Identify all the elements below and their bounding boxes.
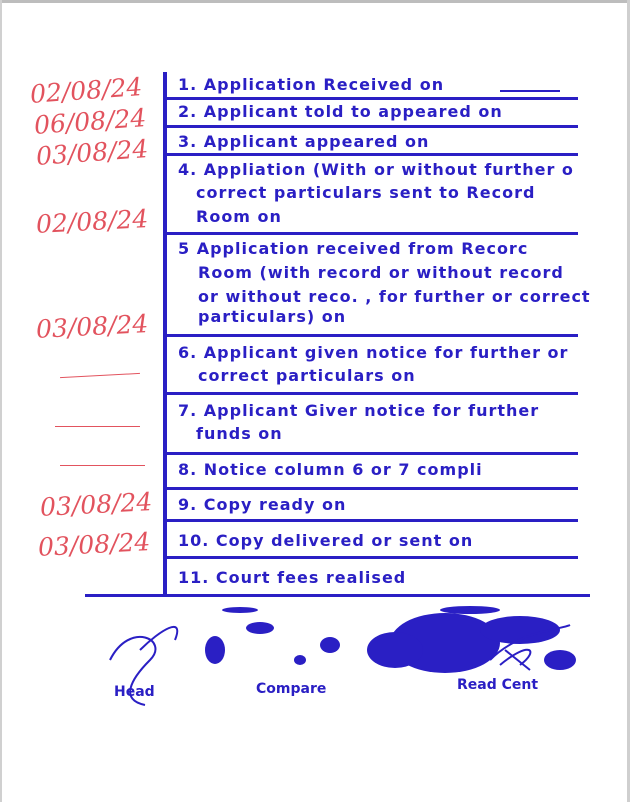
- handwritten-date: 06/08/24: [33, 103, 148, 140]
- item-sent-to-record-room-line2: correct particulars sent to Record: [196, 183, 536, 202]
- handwritten-date: 02/08/24: [29, 72, 144, 109]
- footer-label-compare: Compare: [256, 681, 327, 697]
- item-notice-particulars-line1: 6. Applicant given notice for further or: [178, 343, 569, 362]
- ink-blot: [205, 636, 225, 664]
- handwritten-date: 03/08/24: [37, 527, 151, 562]
- ink-blot: [544, 650, 576, 670]
- item-received-from-record-room-line1: 5 Application received from Recorc: [178, 239, 529, 258]
- item-sent-to-record-room-line1: 4. Appliation (With or without further o: [178, 160, 574, 179]
- item-application-received: 1. Application Received on: [178, 75, 445, 94]
- item-sent-to-record-room-line3: Room on: [196, 207, 282, 226]
- item-copy-delivered: 10. Copy delivered or sent on: [178, 531, 474, 550]
- handwritten-date: 03/08/24: [35, 134, 150, 171]
- item-told-to-appear: 2. Applicant told to appeared on: [178, 102, 503, 121]
- item-notice-funds-line2: funds on: [196, 424, 283, 443]
- item-received-from-record-room-line2: Room (with record or without record: [198, 263, 564, 282]
- item-notice-complied: 8. Notice column 6 or 7 compli: [178, 460, 483, 479]
- item-received-from-record-room-line4: particulars) on: [198, 307, 347, 326]
- item-court-fees-realised: 11. Court fees realised: [178, 568, 407, 587]
- handwritten-date: 03/08/24: [39, 487, 153, 522]
- handwritten-date: 03/08/24: [35, 309, 149, 344]
- item-appeared: 3. Applicant appeared on: [178, 132, 430, 151]
- ink-blot: [294, 655, 306, 665]
- footer-label-read: Read Cent: [457, 677, 539, 693]
- footer-label-head: Head: [114, 684, 155, 700]
- ink-blot: [222, 607, 258, 613]
- item-notice-funds-line1: 7. Applicant Giver notice for further: [178, 401, 540, 420]
- item-copy-ready: 9. Copy ready on: [178, 495, 347, 514]
- ink-blot: [320, 637, 340, 653]
- ink-blot: [367, 632, 423, 668]
- ink-blot: [440, 606, 500, 614]
- handwritten-date: 02/08/24: [35, 204, 149, 239]
- item-notice-particulars-line2: correct particulars on: [198, 366, 416, 385]
- item-received-from-record-room-line3: or without reco. , for further or correct: [198, 287, 591, 306]
- ink-blot: [246, 622, 274, 634]
